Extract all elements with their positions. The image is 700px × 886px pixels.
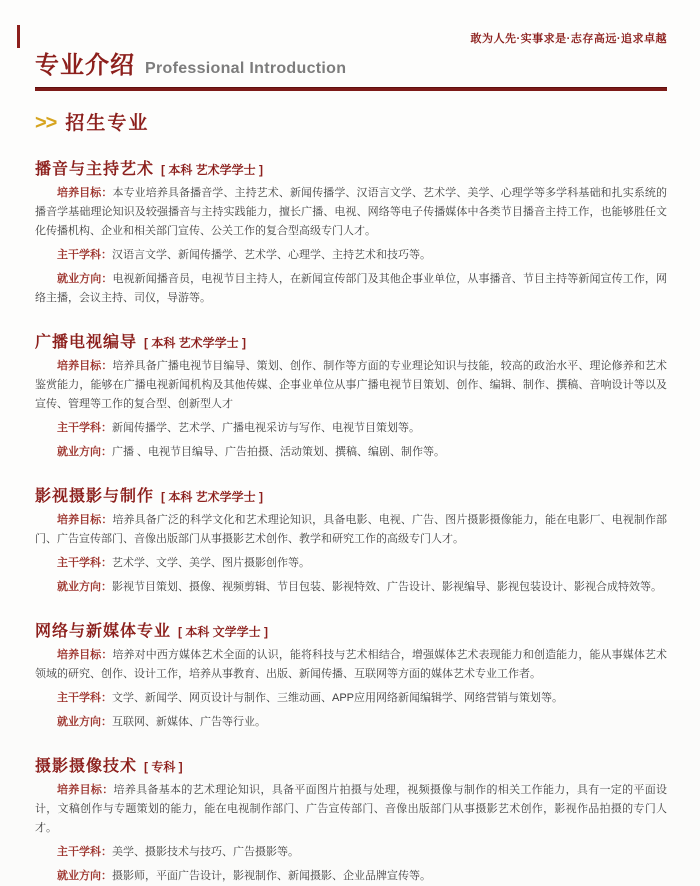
goal-paragraph [35, 511, 667, 549]
major-degree-badge: [ 本科 文学学士 ] [178, 625, 269, 639]
career-text: 影视节目策划、摄像、视频剪辑、节目包装、影视特效、广告设计、影视编导、影视包装设计、影视合成特效等。 [112, 581, 662, 593]
subjects-text: 文学、新闻学、网页设计与制作、三维动画、APP应用网络新闻编辑学、网络营销与策划等。 [112, 692, 564, 704]
goal-label: 培养目标： [57, 514, 113, 526]
major-title-row [35, 618, 667, 641]
major-section-broadcasting-hosting [35, 156, 667, 308]
subjects-label: 主干学科： [57, 422, 112, 434]
enrollment-majors-label: 招生专业 [65, 113, 150, 134]
major-name: 网络与新媒体专业 [35, 623, 172, 640]
enrollment-majors-header [35, 108, 667, 135]
major-name: 广播电视编导 [35, 334, 138, 351]
major-section-film-photography-production [35, 483, 667, 597]
subjects-paragraph [35, 843, 667, 862]
subjects-label: 主干学科： [57, 249, 112, 261]
goal-text: 培养具备广泛的科学文化和艺术理论知识，具备电影、电视、广告、图片摄影摄像能力，能在电影厂、电视制作部门、广告宣传部门、音像出版部门从事摄影艺术创作、教学和研究工作的高级专门人才。 [35, 514, 668, 545]
double-arrow-icon: >> [35, 112, 57, 134]
subjects-paragraph [35, 554, 667, 573]
major-name: 播音与主持艺术 [35, 161, 155, 178]
goal-label: 培养目标： [57, 187, 113, 199]
subjects-text: 汉语言文学、新闻传播学、艺术学、心理学、主持艺术和技巧等。 [112, 249, 431, 261]
career-text: 互联网、新媒体、广告等行业。 [112, 716, 266, 728]
goal-text: 培养具备广播电视节目编导、策划、创作、制作等方面的专业理论知识与技能，较高的政治水平、理论修养和艺术鉴赏能力，能够在广播电视新闻机构及其他传媒、企事业单位从事广播电视节目策划、创作、编辑、制作、撰稿、音响设计等以及宣传、管理等工作的复合型、创新型人才 [35, 360, 668, 410]
career-label: 就业方向： [57, 273, 113, 285]
subjects-paragraph [35, 419, 667, 438]
subjects-text: 新闻传播学、艺术学、广播电视采访与写作、电视节目策划等。 [112, 422, 420, 434]
header-divider [35, 87, 667, 91]
major-degree-badge: [ 本科 艺术学学士 ] [144, 336, 247, 350]
career-paragraph [35, 270, 667, 308]
career-paragraph [35, 867, 667, 886]
career-text: 电视新闻播音员，电视节目主持人，在新闻宣传部门及其他企事业单位，从事播音、节目主持等新闻宣传工作，网络主播，会议主持、司仪，导游等。 [35, 273, 668, 304]
major-degree-badge: [ 专科 ] [144, 760, 183, 774]
major-degree-badge: [ 本科 艺术学学士 ] [161, 163, 264, 177]
page-title-en: Professional Introduction [145, 60, 347, 77]
career-label: 就业方向： [57, 870, 112, 882]
major-title-row [35, 483, 667, 506]
career-paragraph [35, 578, 667, 597]
career-label: 就业方向： [57, 446, 112, 458]
page-title-cn: 专业介绍 [35, 52, 135, 79]
subjects-paragraph [35, 689, 667, 708]
spine-accent-mark [17, 25, 20, 48]
career-paragraph [35, 443, 667, 462]
major-title-row [35, 329, 667, 352]
subjects-label: 主干学科： [57, 846, 112, 858]
goal-paragraph [35, 781, 667, 838]
major-section-photography-videography-tech [35, 753, 667, 886]
major-degree-badge: [ 本科 艺术学学士 ] [161, 490, 264, 504]
career-text: 广播 、电视节目编导、广告拍摄、活动策划、撰稿、编剧、制作等。 [112, 446, 446, 458]
major-title-row [35, 753, 667, 776]
goal-label: 培养目标： [57, 784, 114, 796]
goal-text: 本专业培养具备播音学、主持艺术、新闻传播学、汉语言文学、艺术学、美学、心理学等多学科基础和扎实系统的播音学基础理论知识及较强播音与主持实践能力，擅长广播、电视、网络等电子传播媒体中各类节目播音主持工作，也能够胜任文化传播机构、企业和相关部门宣传、公关工作的复合型高级专门人才。 [35, 187, 668, 237]
subjects-text: 艺术学、文学、美学、图片摄影创作等。 [112, 557, 310, 569]
goal-text: 培养对中西方媒体艺术全面的认识，能将科技与艺术相结合，增强媒体艺术表现能力和创造能力，能从事媒体艺术领域的研究、创作、设计工作，培养从事教育、出版、新闻传播、互联网等方面的媒体艺术专业工作者。 [35, 649, 668, 680]
career-paragraph [35, 713, 667, 732]
goal-text: 培养具备基本的艺术理论知识，具备平面图片拍摄与处理，视频摄像与制作的相关工作能力，具有一定的平面设计，文稿创作与专题策划的能力，能在电视制作部门、广告宣传部门、音像出版部门从事摄影艺术创作，影视作品拍摄的专门人才。 [35, 784, 668, 834]
subjects-label: 主干学科： [57, 692, 112, 704]
career-text: 摄影师，平面广告设计，影视制作、新闻摄影、企业品牌宣传等。 [112, 870, 431, 882]
subjects-text: 美学、摄影技术与技巧、广告摄影等。 [112, 846, 299, 858]
goal-paragraph [35, 357, 667, 414]
school-motto: 敢为人先·实事求是·志存高远·追求卓越 [470, 33, 667, 45]
major-name: 摄影摄像技术 [35, 758, 138, 775]
subjects-label: 主干学科： [57, 557, 112, 569]
major-section-network-new-media [35, 618, 667, 732]
career-label: 就业方向： [57, 581, 112, 593]
goal-label: 培养目标： [57, 360, 113, 372]
major-name: 影视摄影与制作 [35, 488, 155, 505]
career-label: 就业方向： [57, 716, 112, 728]
goal-paragraph [35, 646, 667, 684]
major-title-row [35, 156, 667, 179]
subjects-paragraph [35, 246, 667, 265]
goal-paragraph [35, 184, 667, 241]
goal-label: 培养目标： [57, 649, 113, 661]
major-section-radio-tv-directing [35, 329, 667, 462]
